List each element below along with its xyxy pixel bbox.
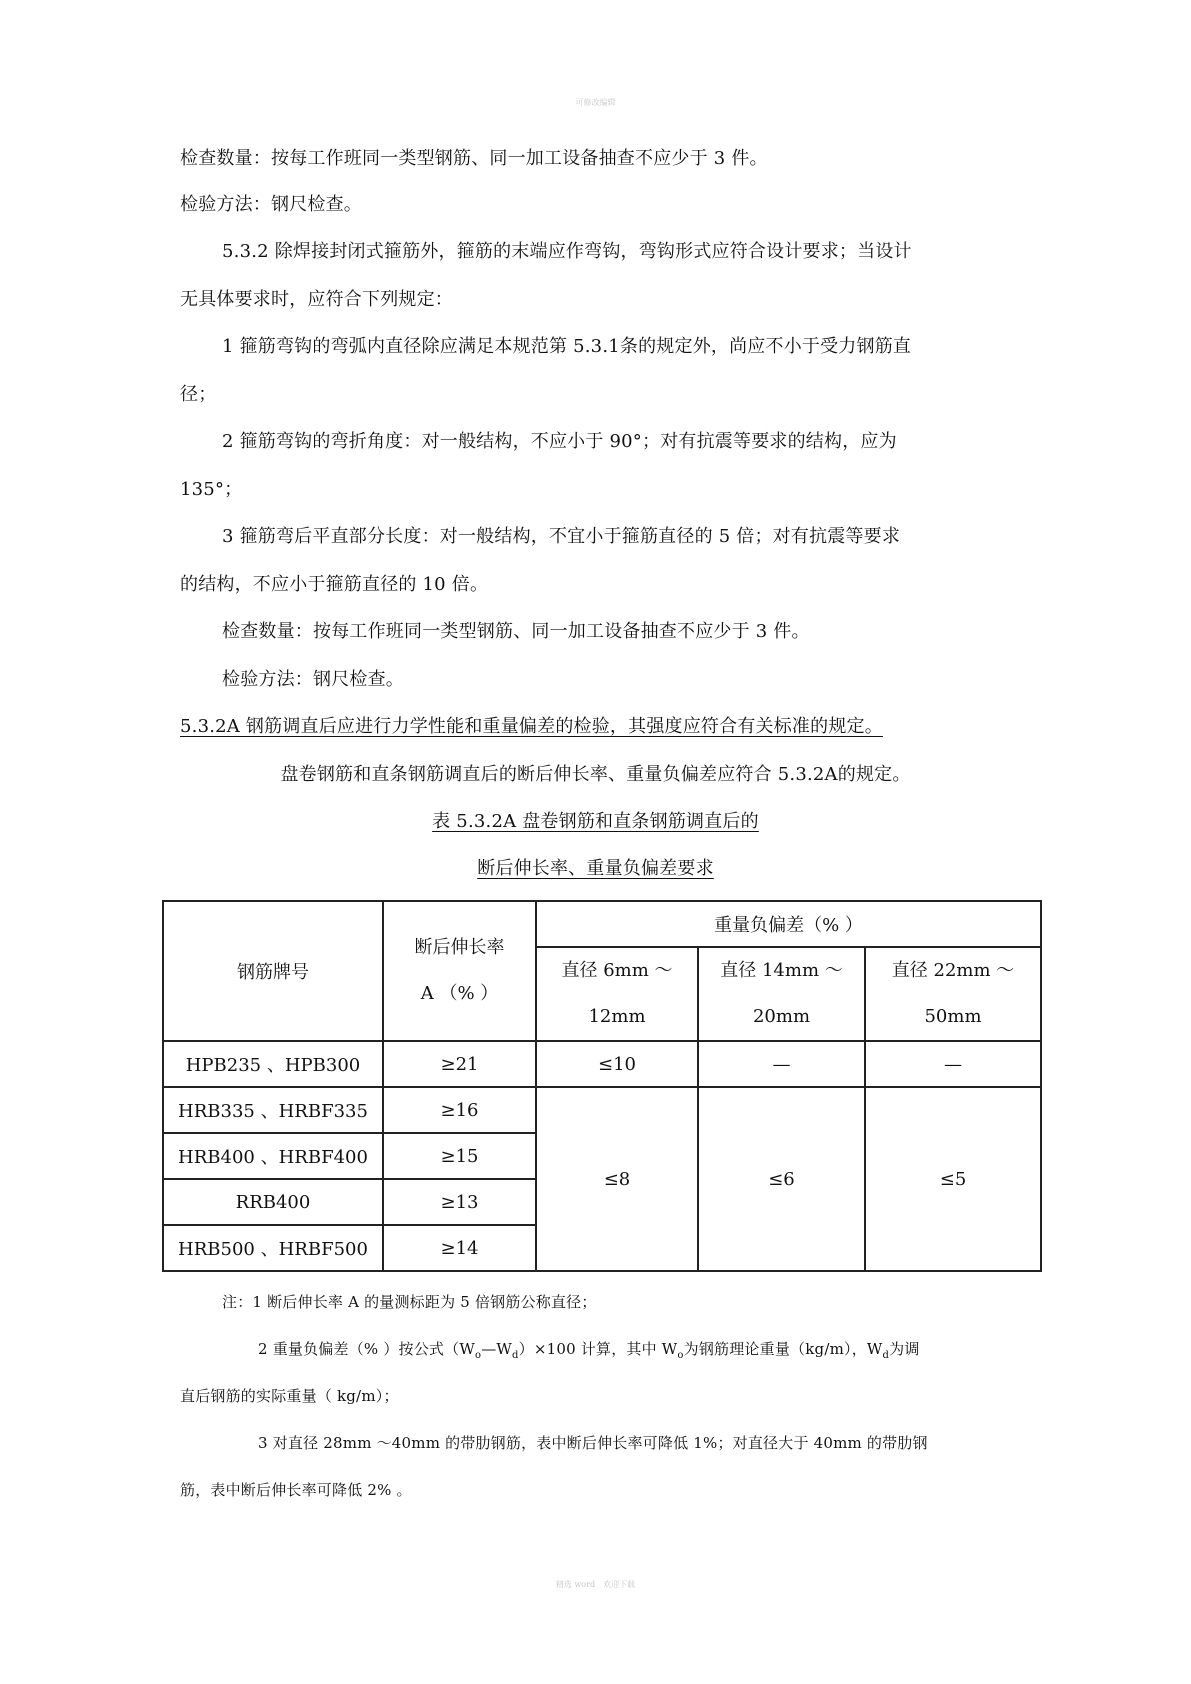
note-2-line1 <box>258 1337 920 1368</box>
table-caption-line1: 表 5.3.2A 盘卷钢筋和直条钢筋调直后的 <box>432 811 759 832</box>
paragraph-table-reference: 盘卷钢筋和直条钢筋调直后的断后伸长率、重量负偏差应符合 5.3.2A的规定。 <box>280 764 911 785</box>
header-diameter-14-20 <box>698 947 865 1041</box>
note-2-part: 为钢筋理论重量（kg/m），W <box>683 1340 883 1358</box>
cell-merged-d2: ≤6 <box>698 1087 865 1271</box>
cell-grade: HRB500 、HRBF500 <box>163 1225 383 1271</box>
spec-table <box>162 900 1042 1272</box>
header-diameter-6-12 <box>536 947 698 1041</box>
header-grade: 钢筋牌号 <box>163 901 383 1041</box>
cell-d2: — <box>698 1041 865 1087</box>
cell-elongation: ≥15 <box>383 1133 536 1179</box>
table-caption <box>0 810 1191 834</box>
note-2-sub: d <box>512 1350 519 1361</box>
paragraph-clause-5-3-2-line1: 5.3.2 除焊接封闭式箍筋外，箍筋的末端应作弯钩，弯钩形式应符合设计要求；当设计 <box>222 241 912 262</box>
paragraph-item-1-line1: 1 箍筋弯钩的弯弧内直径除应满足本规范第 5.3.1条的规定外，尚应不小于受力钢筋直 <box>222 336 912 357</box>
header-elongation-line1: 断后伸长率 <box>414 937 505 958</box>
header-d2-line1: 直径 14mm ～ <box>720 960 843 981</box>
header-d3-line2: 50mm <box>924 1006 982 1027</box>
footer-watermark: 精选 word 欢迎下载 <box>555 1580 636 1589</box>
paragraph-inspection-quantity: 检查数量：按每工作班同一类型钢筋、同一加工设备抽查不应少于 3 件。 <box>180 148 768 169</box>
note-2-line2: 直后钢筋的实际重量（ kg/m）； <box>180 1387 399 1405</box>
paragraph-item-3-line2: 的结构，不应小于箍筋直径的 10 倍。 <box>180 574 489 595</box>
header-elongation <box>383 901 536 1041</box>
header-d1-line2: 12mm <box>588 1006 646 1027</box>
paragraph-item-3-line1: 3 箍筋弯后平直部分长度：对一般结构，不宜小于箍筋直径的 5 倍；对有抗震等要求 <box>222 526 901 547</box>
note-3-line2: 筋，表中断后伸长率可降低 2% 。 <box>180 1481 412 1499</box>
note-2-sub: o <box>474 1350 482 1361</box>
paragraph-item-2-line1: 2 箍筋弯钩的弯折角度：对一般结构，不应小于 90°；对有抗震等要求的结构，应为 <box>222 431 897 452</box>
paragraph-inspection-method: 检验方法：钢尺检查。 <box>180 194 362 215</box>
cell-elongation: ≥16 <box>383 1087 536 1133</box>
note-2-part: 2 重量负偏差（% ）按公式（W <box>258 1340 475 1358</box>
table-caption-2 <box>0 857 1191 881</box>
header-d2-line2: 20mm <box>752 1006 811 1027</box>
note-1: 注：1 断后伸长率 A 的量测标距为 5 倍钢筋公称直径； <box>222 1293 597 1311</box>
paragraph-clause-5-3-2A: 5.3.2A 钢筋调直后应进行力学性能和重量偏差的检验，其强度应符合有关标准的规定。 <box>180 716 883 737</box>
cell-d1: ≤10 <box>536 1041 698 1087</box>
paragraph-clause-5-3-2-line2: 无具体要求时，应符合下列规定： <box>180 289 453 310</box>
header-d1-line1: 直径 6mm ～ <box>561 960 673 981</box>
cell-grade: HRB400 、HRBF400 <box>163 1133 383 1179</box>
paragraph-item-2-line2: 135°； <box>180 479 243 500</box>
note-2-part: —W <box>481 1340 513 1358</box>
cell-merged-d1: ≤8 <box>536 1087 698 1271</box>
table-row <box>163 1041 1041 1087</box>
cell-grade: HRB335 、HRBF335 <box>163 1087 383 1133</box>
note-2-sub: d <box>882 1350 890 1361</box>
note-2-part: ）×100 计算，其中 W <box>518 1340 678 1358</box>
note-2-part: 为调 <box>889 1340 920 1358</box>
header-elongation-line2: A （% ） <box>420 983 499 1004</box>
cell-elongation: ≥13 <box>383 1179 536 1225</box>
table-row <box>163 1087 1041 1133</box>
cell-elongation: ≥14 <box>383 1225 536 1271</box>
cell-grade: RRB400 <box>163 1179 383 1225</box>
header-d3-line1: 直径 22mm ～ <box>891 960 1015 981</box>
paragraph-inspection-method-2: 检验方法：钢尺检查。 <box>222 669 404 690</box>
cell-merged-d3: ≤5 <box>865 1087 1041 1271</box>
paragraph-inspection-quantity-2: 检查数量：按每工作班同一类型钢筋、同一加工设备抽查不应少于 3 件。 <box>222 621 810 642</box>
header-watermark: 可修改编辑 <box>575 98 616 107</box>
header-weight-deviation: 重量负偏差（% ） <box>536 901 1041 947</box>
note-2-sub: o <box>677 1350 684 1361</box>
table-caption-line2: 断后伸长率、重量负偏差要求 <box>477 858 714 879</box>
cell-grade: HPB235 、HPB300 <box>163 1041 383 1087</box>
note-3-line1: 3 对直径 28mm ～40mm 的带肋钢筋，表中断后伸长率可降低 1%；对直径大于 40mm 的带肋钢 <box>258 1434 928 1452</box>
header-diameter-22-50 <box>865 947 1041 1041</box>
cell-d3: — <box>865 1041 1041 1087</box>
paragraph-item-1-line2: 径； <box>180 384 217 405</box>
cell-elongation: ≥21 <box>383 1041 536 1087</box>
